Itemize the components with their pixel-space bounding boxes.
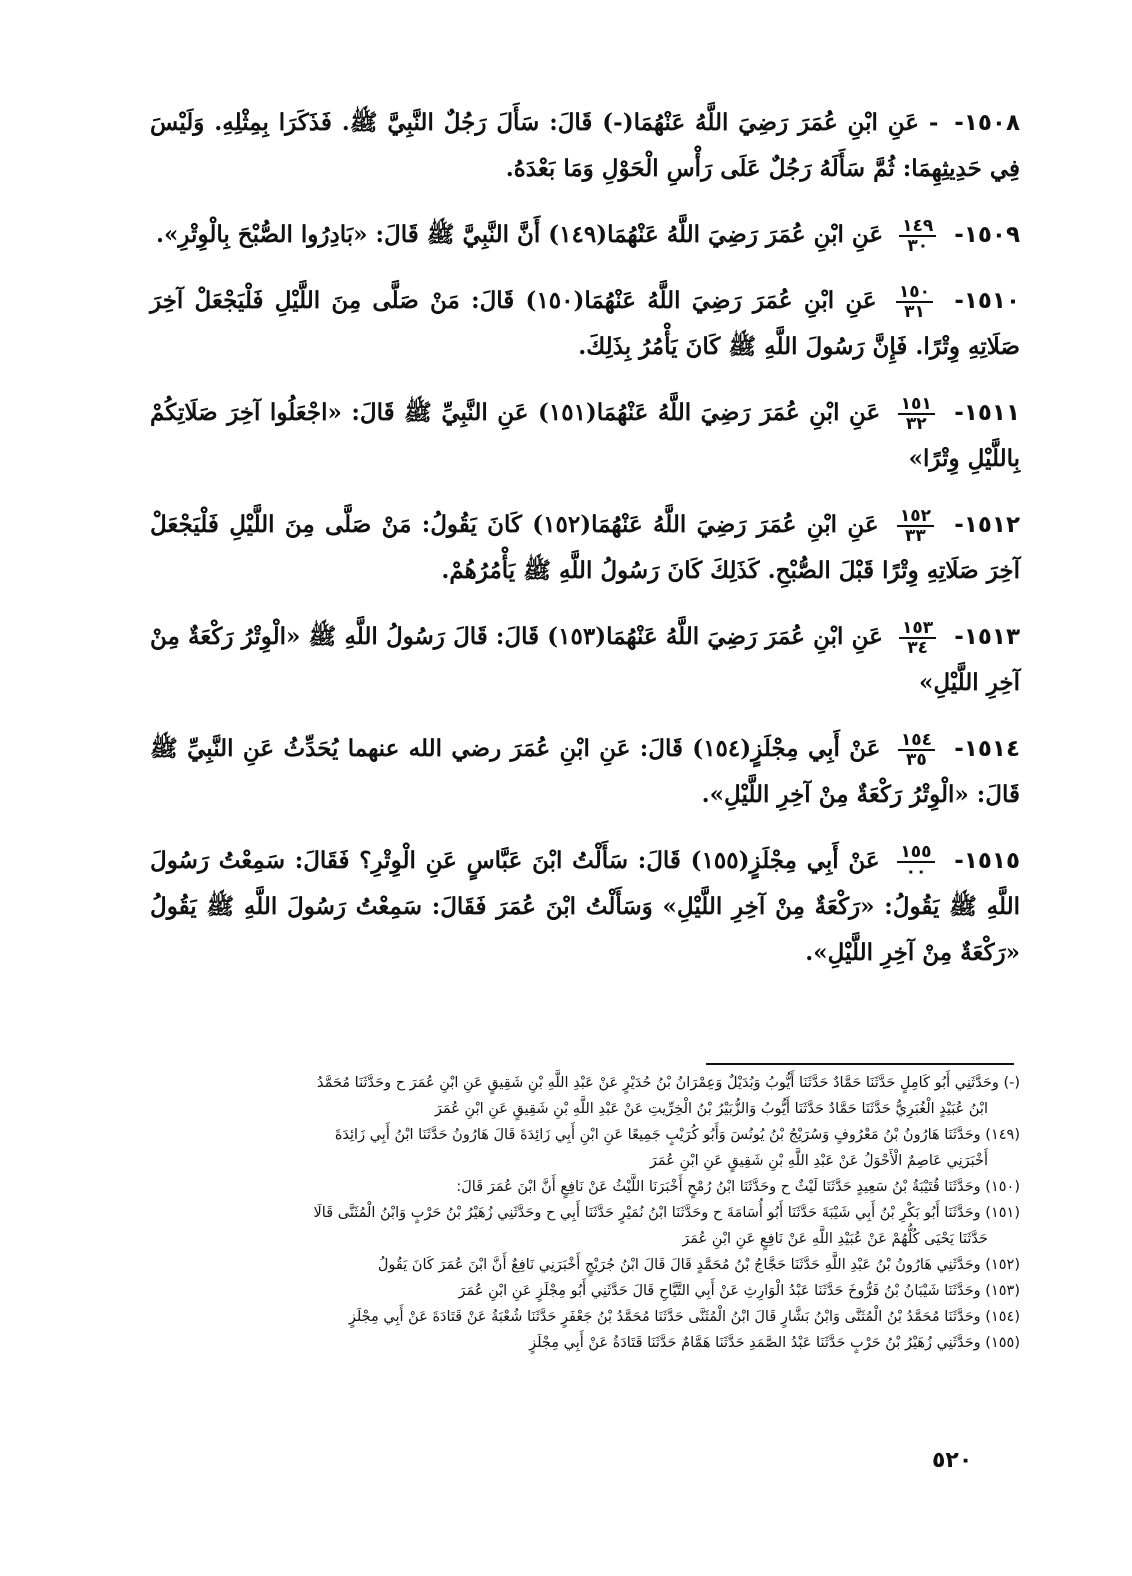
footnote-text: وحَدَّثَنَا أَبُو بَكْرِ بْنُ أَبِي شَيْبَةَ حَدَّثَنَا أَبُو أُسَامَةَ ح وحَدَّثَنَا ابْنُ نُمَيْرٍ حَدَّثَنَا أَبِي ح وحَدَّثَنِي زُهَيْرُ بْنُ حَرْبٍ وَابْنُ الْمُثَنَّى قَالَا — [313, 1205, 981, 1221]
fraction-denominator: ٣١ — [904, 302, 925, 322]
footnote-continuation — [140, 1096, 1020, 1122]
hadith-number: ١٥١٤- — [954, 736, 1020, 762]
footnote-text: حَدَّثَنَا يَحْيَى كُلُّهُمْ عَنْ عُبَيْدِ اللَّهِ عَنْ نَافِعٍ عَنِ ابْنِ عُمَرَ — [682, 1231, 988, 1247]
footnote-marker: (١٥٢) — [985, 1257, 1020, 1273]
hadith-1509 — [150, 212, 1020, 258]
hadith-number: ١٥١٠- — [954, 288, 1021, 314]
fraction-numerator: ١٥٢ — [897, 507, 934, 527]
hadith-number: ١٥١٢- — [954, 512, 1020, 538]
cross-reference-fraction — [897, 507, 934, 545]
footnote-text: أَخْبَرَنِي عَاصِمٌ الْأَحْوَلُ عَنْ عَبْدِ اللَّهِ بْنِ شَقِيقٍ عَنِ ابْنِ عُمَرَ — [649, 1153, 988, 1169]
cross-reference-fraction — [898, 731, 935, 769]
hadith-number: ١٥٠٨- — [954, 110, 1020, 136]
footnote-text: ابْنُ عُبَيْدٍ الْغُبَرِيُّ حَدَّثَنَا حَمَّادٌ حَدَّثَنَا أَيُّوبُ وَالزُّبَيْرُ بْنُ الْخِرِّيتِ عَنْ عَبْدِ اللَّهِ بْنِ شَقِيقٍ عَنِ ابْنِ عُمَرَ — [434, 1101, 988, 1117]
fraction-numerator: ١٥٥ — [897, 843, 934, 863]
hadith-list — [150, 100, 1020, 996]
footnote — [140, 1122, 1020, 1148]
fraction-numerator: ١٥٤ — [898, 731, 935, 751]
hadith-text: عَنْ أَبِي مِجْلَزٍ(١٥٥) قَالَ: سَأَلْتُ ابْنَ عَبَّاسٍ عَنِ الْوِتْرِ؟ فَقَالَ: سَمِعْتُ رَسُولَ اللَّهِ ﷺ يَقُولُ: «رَكْعَةٌ مِنْ آخِرِ اللَّيْلِ» وَسَأَلْتُ ابْنَ عُمَرَ فَقَالَ: سَمِعْتُ رَسُولَ اللَّهِ ﷺ يَقُولُ «رَكْعَةٌ مِنْ آخِرِ اللَّيْلِ». — [150, 847, 1020, 966]
footnote-text: وحَدَّثَنَا مُحَمَّدُ بْنُ الْمُثَنَّى وَابْنُ بَشَّارٍ قَالَ ابْنُ الْمُثَنَّى حَدَّثَنَا مُحَمَّدُ بْنُ جَعْفَرٍ حَدَّثَنَا شُعْبَةُ عَنْ قَتَادَةَ عَنْ أَبِي مِجْلَزٍ — [348, 1309, 981, 1325]
footnote — [140, 1278, 1020, 1304]
cross-reference-fraction — [898, 395, 935, 433]
hadith-1510 — [150, 278, 1020, 370]
hadith-1514 — [150, 726, 1020, 818]
footnote-text: وحَدَّثَنَا قُتَيْبَةُ بْنُ سَعِيدٍ حَدَّثَنَا لَيْثٌ ح وحَدَّثَنَا ابْنُ رُمْحٍ أَخْبَرَنَا اللَّيْثُ عَنْ نَافِعٍ أَنَّ ابْنَ عُمَرَ قَالَ: — [456, 1179, 981, 1195]
fraction-denominator: ٣٣ — [905, 526, 926, 546]
fraction-denominator: ٣٠ — [907, 236, 929, 256]
hadith-text: عَنِ ابْنِ عُمَرَ رَضِيَ اللَّهُ عَنْهُمَا(١٥٣) قَالَ: قَالَ رَسُولُ اللَّهِ ﷺ «الْوِتْرُ رَكْعَةٌ مِنْ آخِرِ اللَّيْلِ» — [150, 623, 1020, 696]
fraction-numerator: ١٥٠ — [896, 283, 933, 303]
footnote-text: وحَدَّثَنَا هَارُونُ بْنُ مَعْرُوفٍ وَسُرَيْجُ بْنُ يُونُسَ وَأَبُو كُرَيْبٍ جَمِيعًا عَنِ ابْنِ أَبِي زَائِدَةَ قَالَ هَارُونُ حَدَّثَنَا ابْنُ أَبِي زَائِدَةَ — [334, 1127, 981, 1143]
footnote — [140, 1200, 1020, 1226]
fraction-denominator: ٣٤ — [907, 638, 928, 658]
footnote-divider — [706, 1063, 1014, 1065]
footnote-text: وحَدَّثَنِي زُهَيْرُ بْنُ حَرْبٍ حَدَّثَنَا عَبْدُ الصَّمَدِ حَدَّثَنَا هَمَّامٌ حَدَّثَنَا قَتَادَةُ عَنْ أَبِي مِجْلَزٍ — [529, 1335, 981, 1351]
footnote — [140, 1252, 1020, 1278]
hadith-text: عَنِ ابْنِ عُمَرَ رَضِيَ اللَّهُ عَنْهُمَا(١٥٢) كَانَ يَقُولُ: مَنْ صَلَّى مِنَ اللَّيْلِ فَلْيَجْعَلْ آخِرَ صَلَاتِهِ وِتْرًا قَبْلَ الصُّبْحِ. كَذَلِكَ كَانَ رَسُولُ اللَّهِ ﷺ يَأْمُرُهُمْ. — [150, 511, 1020, 584]
cross-reference-fraction — [899, 217, 936, 255]
hadith-1508 — [150, 100, 1020, 192]
footnote-continuation — [140, 1148, 1020, 1174]
footnote-text: وحَدَّثَنَا شَيْبَانُ بْنُ فَرُّوخَ حَدَّثَنَا عَبْدُ الْوَارِثِ عَنْ أَبِي التَّيَّاحِ قَالَ حَدَّثَنِي أَبُو مِجْلَزٍ عَنِ ابْنِ عُمَرَ — [458, 1283, 981, 1299]
fraction-numerator: ١٥١ — [898, 395, 935, 415]
hadith-text: عَنِ ابْنِ عُمَرَ رَضِيَ اللَّهُ عَنْهُمَا(١٥٠) قَالَ: مَنْ صَلَّى مِنَ اللَّيْلِ فَلْيَجْعَلْ آخِرَ صَلَاتِهِ وِتْرًا. فَإِنَّ رَسُولَ اللَّهِ ﷺ كَانَ يَأْمُرُ بِذَلِكَ. — [150, 287, 1020, 360]
hadith-number: ١٥١٥- — [954, 848, 1020, 874]
fraction-numerator: ١٤٩ — [899, 217, 936, 237]
hadith-1513 — [150, 614, 1020, 706]
page-number: ٥٢٠ — [932, 1448, 973, 1473]
footnote — [140, 1304, 1020, 1330]
hadith-text: عَنِ ابْنِ عُمَرَ رَضِيَ اللَّهُ عَنْهُمَا(١٥١) عَنِ النَّبِيِّ ﷺ قَالَ: «اجْعَلُوا آخِرَ صَلَاتِكُمْ بِاللَّيْلِ وِتْرًا» — [150, 399, 1020, 472]
footnote — [140, 1174, 1020, 1200]
hadith-number: ١٥٠٩- — [954, 222, 1020, 248]
cross-reference-fraction — [896, 283, 933, 321]
hadith-1511 — [150, 390, 1020, 482]
hadith-number: ١٥١١- — [954, 400, 1020, 426]
footnote-marker: (١٥٠) — [985, 1179, 1020, 1195]
fraction-denominator: ٠٠ — [905, 862, 927, 882]
footnote — [140, 1070, 1020, 1096]
hadith-1515 — [150, 838, 1020, 976]
hadith-number: ١٥١٣- — [954, 624, 1020, 650]
hadith-text: - عَنِ ابْنِ عُمَرَ رَضِيَ اللَّهُ عَنْهُمَا(-) قَالَ: سَأَلَ رَجُلٌ النَّبِيَّ ﷺ. فَذَكَرَا بِمِثْلِهِ. وَلَيْسَ فِي حَدِيثِهِمَا: ثُمَّ سَأَلَهُ رَجُلٌ عَلَى رَأْسِ الْحَوْلِ وَمَا بَعْدَهُ. — [150, 109, 1020, 182]
footnote-marker: (١٤٩) — [985, 1127, 1020, 1143]
footnote-text: وحَدَّثَنِي أَبُو كَامِلٍ حَدَّثَنَا حَمَّادٌ حَدَّثَنَا أَيُّوبُ وَبُدَيْلٌ وَعِمْرَانُ بْنُ حُدَيْرٍ عَنْ عَبْدِ اللَّهِ بْنِ شَقِيقٍ عَنِ ابْنِ عُمَرَ ح وحَدَّثَنَا مُحَمَّدُ — [316, 1075, 999, 1091]
hadith-1512 — [150, 502, 1020, 594]
footnote — [140, 1330, 1020, 1356]
fraction-numerator: ١٥٣ — [899, 619, 936, 639]
footnote-text: وحَدَّثَنِي هَارُونُ بْنُ عَبْدِ اللَّهِ حَدَّثَنَا حَجَّاجُ بْنُ مُحَمَّدٍ قَالَ قَالَ ابْنُ جُرَيْجٍ أَخْبَرَنِي نَافِعٌ أَنَّ ابْنَ عُمَرَ كَانَ يَقُولُ — [377, 1257, 981, 1273]
footnotes — [140, 1070, 1020, 1356]
footnote-marker: (١٥٥) — [985, 1335, 1020, 1351]
footnote-marker: (-) — [1003, 1075, 1020, 1091]
fraction-denominator: ٣٢ — [905, 414, 927, 434]
hadith-text: عَنِ ابْنِ عُمَرَ رَضِيَ اللَّهُ عَنْهُمَا(١٤٩) أَنَّ النَّبِيَّ ﷺ قَالَ: «بَادِرُوا الصُّبْحَ بِالْوِتْرِ». — [155, 221, 884, 248]
footnote-marker: (١٥٣) — [985, 1283, 1020, 1299]
footnote-continuation — [140, 1226, 1020, 1252]
cross-reference-fraction — [897, 843, 934, 881]
fraction-denominator: ٣٥ — [906, 750, 927, 770]
footnote-marker: (١٥٤) — [985, 1309, 1020, 1325]
footnote-marker: (١٥١) — [985, 1205, 1020, 1221]
cross-reference-fraction — [899, 619, 936, 657]
hadith-text: عَنْ أَبِي مِجْلَزٍ(١٥٤) قَالَ: عَنِ ابْنِ عُمَرَ رضي الله عنهما يُحَدِّثُ عَنِ النَّبِيِّ ﷺ قَالَ: «الْوِتْرُ رَكْعَةٌ مِنْ آخِرِ اللَّيْلِ». — [150, 735, 1020, 808]
